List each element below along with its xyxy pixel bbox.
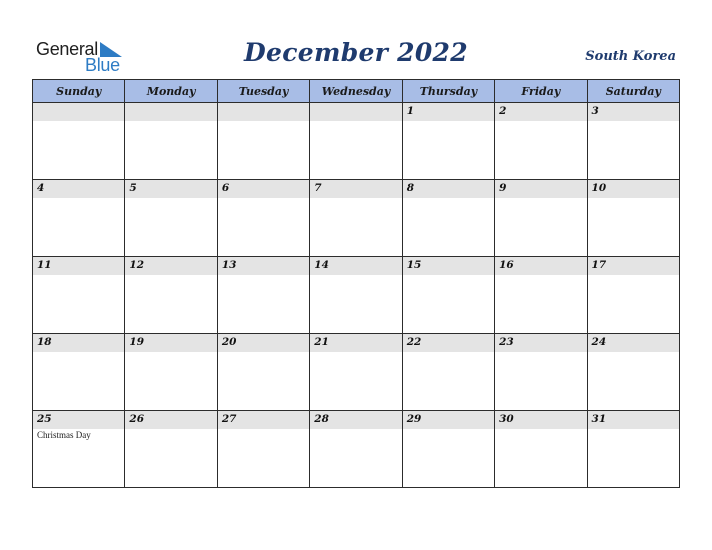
day-cell (217, 334, 309, 411)
day-cell (495, 334, 587, 411)
day-cell (310, 334, 402, 411)
day-number: 29 (406, 413, 422, 425)
day-cell (495, 180, 587, 257)
day-cell (125, 103, 217, 180)
day-cell (310, 180, 402, 257)
day-cell (310, 411, 402, 488)
day-number: 2 (499, 105, 507, 117)
day-number: 10 (591, 182, 607, 194)
day-cell (125, 257, 217, 334)
day-cell (33, 180, 125, 257)
day-number: 24 (591, 336, 607, 348)
day-cell (587, 334, 679, 411)
day-number: 31 (591, 413, 607, 425)
day-number: 15 (406, 259, 422, 271)
day-cell (587, 180, 679, 257)
day-number: 23 (499, 336, 514, 348)
day-number: 8 (406, 182, 414, 194)
day-cell (125, 180, 217, 257)
weekday-header: Wednesday (310, 80, 402, 103)
day-number: 12 (129, 259, 145, 271)
day-cell (217, 257, 309, 334)
day-number: 9 (499, 182, 507, 194)
weekday-header: Sunday (33, 80, 125, 103)
day-cell (33, 334, 125, 411)
day-number: 7 (314, 182, 322, 194)
day-number: 17 (591, 259, 607, 271)
country-label: South Korea (585, 49, 676, 64)
day-number: 28 (314, 413, 329, 425)
day-cell (33, 257, 125, 334)
day-number: 18 (37, 336, 52, 348)
day-number: 26 (129, 413, 145, 425)
day-cell (587, 411, 679, 488)
calendar-title: December 2022 (244, 38, 468, 67)
day-number: 5 (129, 182, 137, 194)
day-number: 25 (37, 413, 52, 425)
day-cell (310, 257, 402, 334)
day-number: 11 (37, 259, 52, 271)
day-cell (33, 103, 125, 180)
day-cell (402, 257, 494, 334)
day-number: 27 (221, 413, 237, 425)
day-cell (495, 411, 587, 488)
day-cell (217, 180, 309, 257)
day-number: 19 (129, 336, 145, 348)
day-number: 30 (499, 413, 514, 425)
day-cell (402, 411, 494, 488)
weekday-header: Saturday (587, 80, 679, 103)
day-number: 3 (591, 105, 599, 117)
weekday-header: Thursday (402, 80, 494, 103)
week-row (33, 180, 680, 257)
day-cell (402, 334, 494, 411)
day-cell (402, 103, 494, 180)
day-number: 20 (221, 336, 237, 348)
day-number: 6 (221, 182, 230, 194)
day-cell (587, 103, 679, 180)
day-cell (310, 103, 402, 180)
day-cell (217, 103, 309, 180)
calendar-grid (32, 79, 680, 488)
day-cell (587, 257, 679, 334)
day-cell (125, 334, 217, 411)
day-cell (33, 411, 125, 488)
weekday-header: Friday (495, 80, 587, 103)
day-number: 13 (221, 259, 237, 271)
weekday-header: Monday (125, 80, 217, 103)
week-row (33, 411, 680, 488)
day-cell (402, 180, 494, 257)
week-row (33, 257, 680, 334)
day-number: 16 (499, 259, 514, 271)
weekday-header: Tuesday (217, 80, 309, 103)
day-number: 1 (406, 105, 414, 117)
logo-word-blue: Blue (85, 55, 120, 75)
day-cell (495, 257, 587, 334)
week-row (33, 103, 680, 180)
day-number: 21 (314, 336, 329, 348)
day-number: 14 (314, 259, 329, 271)
day-number: 4 (37, 182, 45, 194)
logo-word-general: General (36, 39, 98, 59)
weekday-header-row (33, 80, 680, 103)
day-cell (217, 411, 309, 488)
day-number: 22 (406, 336, 422, 348)
day-cell (495, 103, 587, 180)
holiday-label: Christmas Day (37, 430, 91, 440)
day-cell (125, 411, 217, 488)
week-row (33, 334, 680, 411)
